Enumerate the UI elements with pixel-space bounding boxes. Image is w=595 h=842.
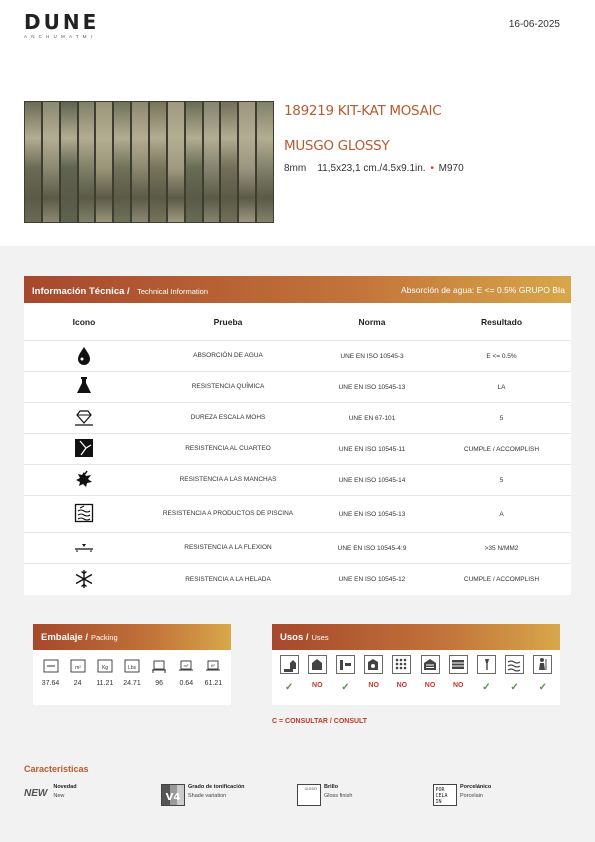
shade-variation-icon (161, 784, 185, 806)
tile-strip (96, 102, 112, 222)
technical-row-test: ABSORCIÓN DE AGUA (193, 352, 263, 359)
exterior-wall-icon (364, 655, 383, 674)
use-icon-cell (472, 655, 500, 674)
tile-strip (79, 102, 95, 222)
finish-label-en: Gloss finish (324, 793, 353, 799)
technical-row-icon-cell (24, 376, 144, 398)
shade-label-en: Shade variation (188, 793, 227, 799)
uses-values (272, 674, 560, 693)
use-icon-cell (331, 655, 359, 674)
uses-title: Usos / (280, 631, 309, 643)
technical-row-result: LA (497, 383, 506, 391)
technical-row-result: E <= 0.5% (486, 352, 517, 360)
pieces-box-icon (42, 657, 60, 675)
use-value: ✓ (341, 682, 350, 693)
m2-box-icon (69, 657, 87, 675)
technical-row-norm: UNE EN ISO 10545-3 (340, 352, 404, 360)
use-value: NO (312, 682, 323, 689)
size: 11,5x23,1 cm./4.5x9.1in. (317, 163, 426, 174)
svg-text:IN: IN (435, 799, 442, 805)
header-icon: Icono (72, 316, 96, 327)
technical-row (24, 341, 571, 372)
technical-row-icon-cell (24, 345, 144, 367)
tile-strip (239, 102, 255, 222)
facade-icon (421, 655, 440, 674)
product-title: 189219 KIT-KAT MOSAIC (284, 103, 442, 119)
use-icon-cell (529, 655, 557, 674)
packing-value: 11.21 (96, 680, 114, 687)
tile-strip (43, 102, 59, 222)
tile-strip (168, 102, 184, 222)
brand-tagline: ANCHUMATMI (24, 34, 97, 39)
interior-floor-icon (280, 655, 299, 674)
technical-row-result: CUMPLE / ACCOMPLISH (463, 445, 540, 453)
technical-row (24, 496, 571, 533)
technical-row (24, 372, 571, 403)
new-label-en: New (53, 793, 65, 799)
crackle-icon (74, 438, 94, 458)
technical-row-test: RESISTENCIA AL CUARTEO (185, 445, 271, 452)
use-value: NO (396, 682, 408, 689)
technical-row-result: 5 (499, 414, 504, 422)
packing-icon-cell (118, 657, 145, 678)
packing-value: 96 (155, 680, 164, 687)
svg-text:m²: m² (183, 663, 189, 668)
commercial-icon (533, 655, 552, 674)
technical-row-test: RESISTENCIA A LAS MANCHAS (179, 476, 277, 483)
technical-row-result: A (499, 510, 504, 518)
interior-wall-icon (336, 655, 355, 674)
characteristics-title: Caracteristicas (24, 764, 89, 774)
use-icon-cell (416, 655, 444, 674)
flexion-icon (74, 537, 94, 557)
technical-info-panel (24, 276, 571, 595)
technical-row-test: RESISTENCIA A LA FLEXION (184, 544, 272, 551)
uses-icons (272, 650, 560, 674)
tile-strip (204, 102, 220, 222)
technical-row-icon-cell (24, 407, 144, 429)
ft2-pallet-icon (204, 657, 222, 675)
technical-row-test: RESISTENCIA A PRODUCTOS DE PISCINA (162, 510, 294, 517)
brand-logo (24, 12, 99, 39)
packing-value: 24 (73, 680, 82, 687)
svg-text:V4: V4 (165, 792, 181, 803)
packing-value: 61.21 (204, 680, 223, 687)
stain-icon (74, 469, 94, 489)
technical-row-norm: UNE EN ISO 10545-13 (338, 510, 406, 518)
use-icon-cell (275, 655, 303, 674)
technical-row (24, 434, 571, 465)
use-value: ✓ (482, 682, 491, 693)
consult-note: C = CONSULTAR / CONSULT (272, 718, 368, 725)
technical-row (24, 465, 571, 496)
new-tag: NEW (24, 788, 48, 799)
finish-characteristic (297, 784, 352, 806)
use-value: NO (424, 682, 436, 689)
m2-pallet-icon (177, 657, 195, 675)
technical-row-norm: UNE EN ISO 10545-11 (338, 445, 406, 453)
uses-header (272, 624, 560, 650)
technical-row-norm: UNE EN ISO 10545-12 (338, 576, 406, 583)
header-test: Prueba (213, 316, 243, 327)
technical-row-norm: UNE EN ISO 10545-13 (338, 383, 406, 391)
tile-strip (25, 102, 41, 222)
gloss-finish-icon (297, 784, 321, 806)
product-specs (284, 163, 464, 174)
technical-info-header (24, 276, 571, 303)
kg-box-icon (96, 657, 114, 675)
new-characteristic (24, 784, 77, 799)
svg-text:Kg: Kg (101, 665, 108, 671)
technical-row-norm: UNE EN 67-101 (348, 414, 396, 422)
technical-row-norm: UNE EN ISO 10545-14 (338, 476, 406, 484)
packing-icon-cell (91, 657, 118, 678)
technical-row-icon-cell (24, 569, 144, 591)
absorption-summary: Absorción de agua: E <= 0.5% GRUPO BIa (401, 284, 565, 295)
use-icon-cell (501, 655, 529, 674)
packing-icon-cell (200, 657, 227, 678)
porcelain-icon (433, 784, 457, 806)
technical-table-body (24, 341, 571, 595)
pool-use-icon (505, 655, 524, 674)
packing-icon-cell (37, 657, 64, 678)
svg-text:GLOSSY: GLOSSY (304, 787, 318, 791)
pallet-icon (150, 657, 168, 675)
technical-row-result: CUMPLE / ACCOMPLISH (463, 576, 540, 583)
technical-row (24, 564, 571, 595)
product-subtitle: MUSGO GLOSSY (284, 138, 390, 154)
svg-text:ft²: ft² (211, 663, 216, 668)
technical-row-icon-cell (24, 537, 144, 559)
shower-icon (477, 655, 496, 674)
packing-panel (33, 624, 231, 705)
use-icon-cell (388, 655, 416, 674)
packing-header (33, 624, 231, 650)
shade-characteristic (161, 784, 245, 806)
exterior-floor-icon (308, 655, 327, 674)
shade-label: Grado de tonificación (188, 784, 245, 790)
technical-row-icon-cell (24, 503, 144, 525)
svg-text:POR: POR (435, 787, 445, 793)
uses-panel (272, 624, 560, 705)
use-value: ✓ (510, 682, 519, 693)
technical-info-title-en: Technical Information (137, 286, 208, 296)
packing-title: Embalaje / (41, 631, 88, 643)
uses-title-en: Uses (311, 632, 329, 642)
porcelain-characteristic (433, 784, 491, 806)
diamond-icon (74, 407, 94, 427)
new-label: Novedad (53, 784, 77, 790)
technical-row-icon-cell (24, 469, 144, 491)
thickness: 8mm (284, 163, 307, 174)
tile-strip (61, 102, 77, 222)
svg-text:Lbs: Lbs (127, 665, 136, 671)
porcelain-label-en: Porcelain (460, 793, 483, 799)
technical-row-icon-cell (24, 438, 144, 460)
use-icon-cell (360, 655, 388, 674)
bullet: • (430, 163, 434, 174)
document-date: 16-06-2025 (508, 19, 560, 30)
tile-strip (257, 102, 273, 222)
packing-value: 24.71 (123, 680, 141, 687)
packing-icon-cell (173, 657, 200, 678)
use-value: NO (368, 682, 379, 689)
use-value: ✓ (538, 682, 547, 693)
header-result: Resultado (480, 316, 523, 327)
tile-strip (221, 102, 237, 222)
header-norm: Norma (358, 316, 386, 327)
countertop-icon (449, 655, 468, 674)
technical-row-test: DUREZA ESCALA MOHS (190, 414, 266, 421)
finish-label: Brillo (324, 784, 339, 790)
tile-strip (132, 102, 148, 222)
technical-row (24, 403, 571, 434)
svg-text:m²: m² (74, 665, 81, 671)
tile-strip (114, 102, 130, 222)
packing-icon-cell (146, 657, 173, 678)
technical-row (24, 533, 571, 564)
pool-icon (74, 503, 94, 523)
technical-row-result: 5 (499, 476, 504, 484)
technical-row-test: RESISTENCIA QUÍMICA (191, 383, 265, 390)
use-value: NO (452, 682, 464, 689)
snowflake-icon (74, 569, 94, 589)
porcelain-label: Porcelánico (460, 784, 492, 790)
use-icon-cell (444, 655, 472, 674)
packing-title-en: Packing (91, 632, 118, 642)
water-drop-icon (74, 345, 94, 365)
packing-icon-cell (64, 657, 91, 678)
tile-strip (186, 102, 202, 222)
packing-value: 0.64 (179, 680, 194, 687)
technical-row-result: >35 N/MM2 (484, 544, 519, 552)
technical-info-title: Información Técnica / (32, 285, 130, 297)
svg-text:CELA: CELA (435, 793, 448, 799)
use-icon-cell (303, 655, 331, 674)
product-code: M970 (438, 163, 464, 174)
product-image (24, 101, 274, 223)
technical-row-norm: UNE EN ISO 10545-4:9 (337, 544, 407, 552)
tile-strip (150, 102, 166, 222)
brand-name: DUNE (24, 10, 100, 34)
lbs-box-icon (123, 657, 141, 675)
anti-slip-icon (392, 655, 411, 674)
packing-icons (33, 650, 231, 678)
technical-row-test: RESISTENCIA A LA HELADA (185, 575, 271, 583)
flask-icon (74, 376, 94, 396)
use-value: ✓ (284, 682, 294, 693)
packing-value: 37.64 (41, 680, 60, 687)
technical-table-header (24, 303, 571, 341)
packing-values (33, 678, 231, 687)
